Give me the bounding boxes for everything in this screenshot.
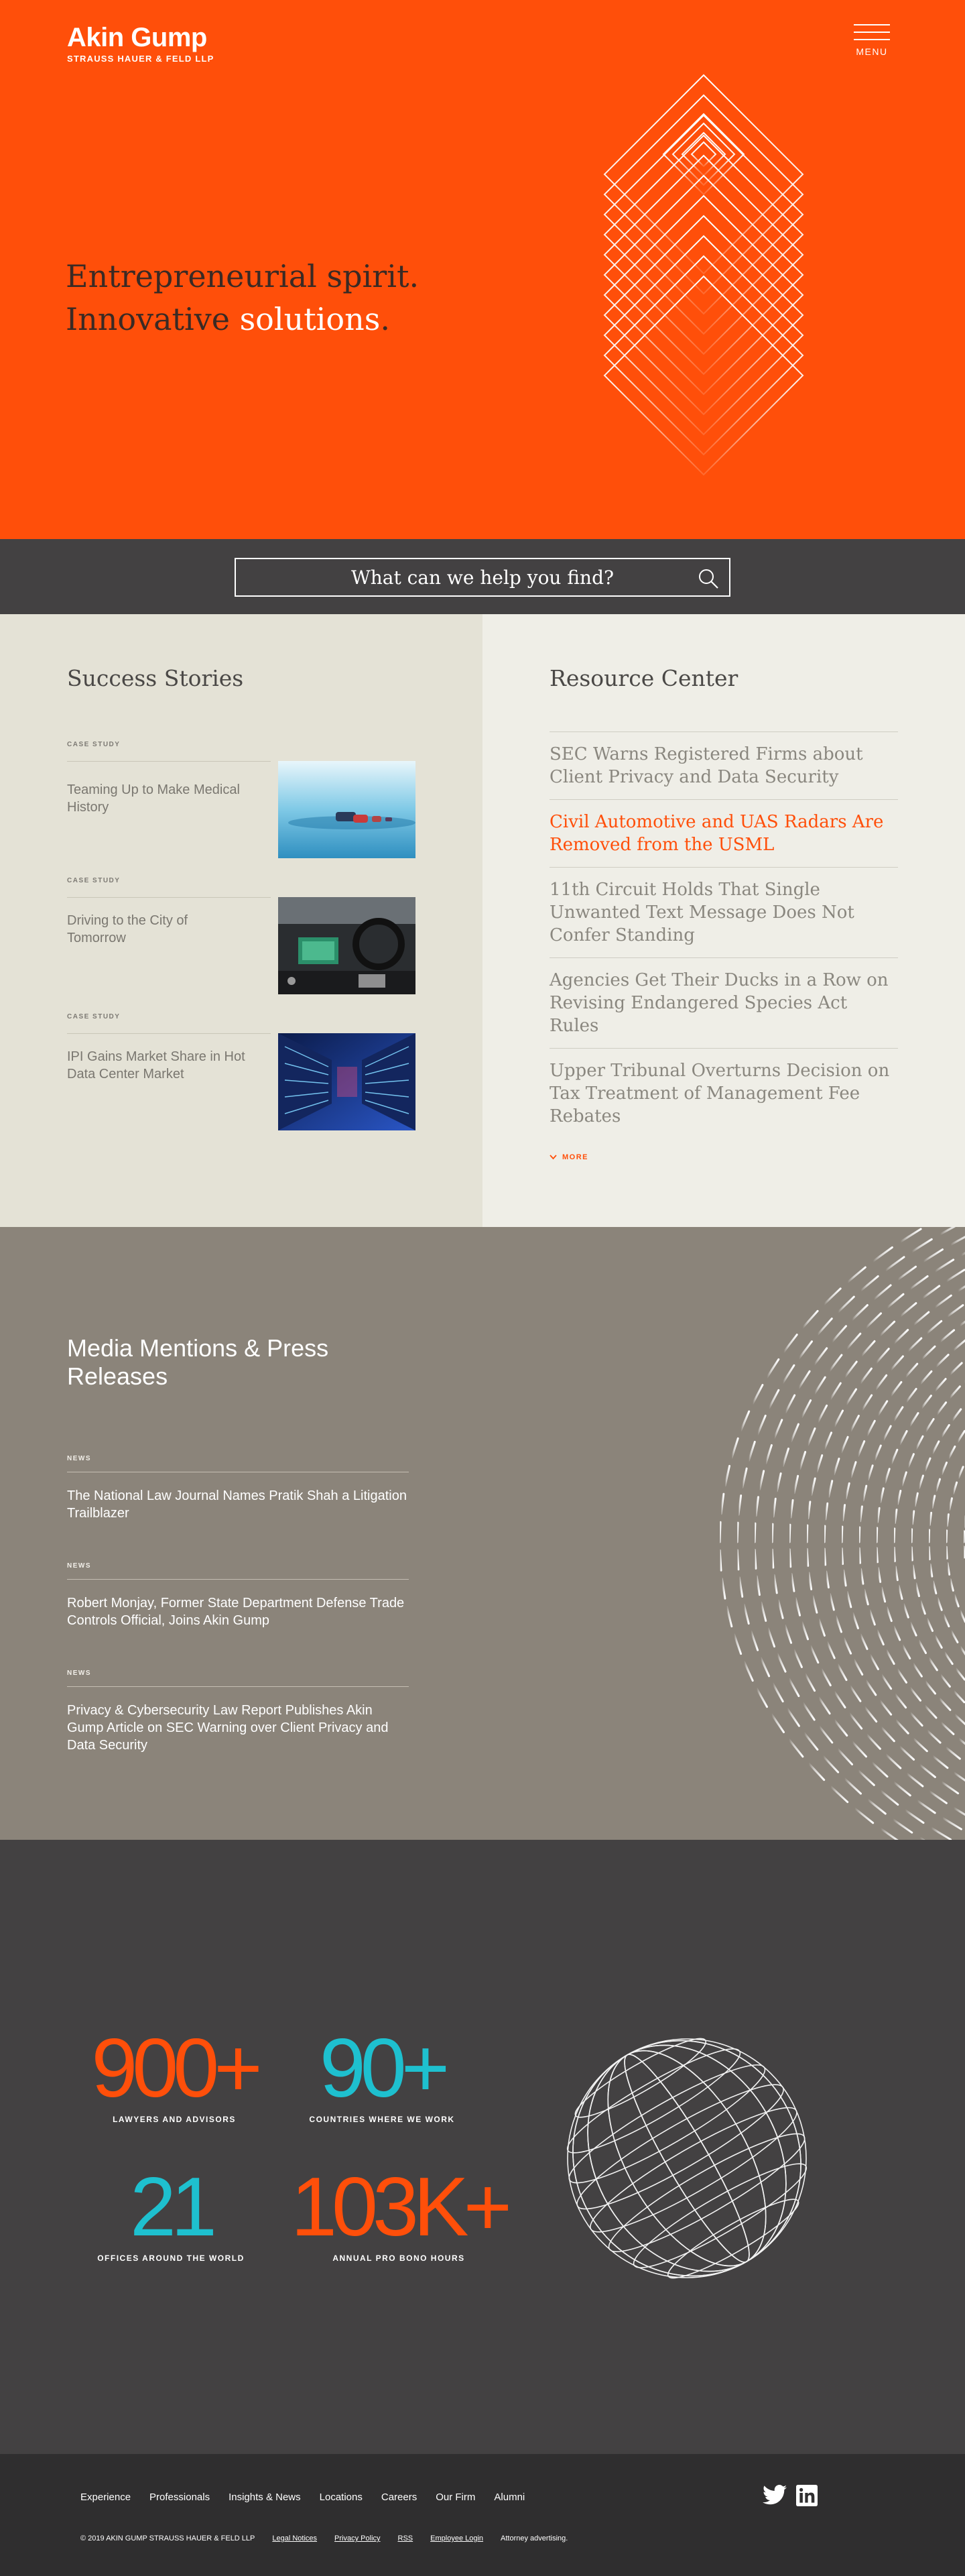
resource-center-title: Resource Center: [550, 665, 738, 691]
footer-link-experience[interactable]: Experience: [80, 2492, 131, 2503]
footer-link-insights[interactable]: Insights & News: [229, 2492, 301, 2503]
rss-link[interactable]: RSS: [397, 2534, 413, 2542]
story-kicker: CASE STUDY: [67, 877, 121, 884]
story-card[interactable]: [67, 1013, 415, 1120]
story-image-medical[interactable]: [278, 761, 415, 858]
stat-countries: [305, 2022, 459, 2124]
menu-button[interactable]: [854, 24, 890, 57]
logo[interactable]: [67, 23, 214, 64]
stat-offices: [80, 2161, 261, 2263]
media-title: Media Mentions & Press Releases: [67, 1334, 329, 1390]
success-stories-title: Success Stories: [67, 665, 244, 691]
footer: [0, 2454, 965, 2576]
stats-section: [0, 1840, 965, 2454]
stat-lawyers: [74, 2022, 275, 2124]
story-card[interactable]: [67, 877, 415, 984]
stat-label: ANNUAL PRO BONO HOURS: [332, 2253, 465, 2263]
resource-item[interactable]: 11th Circuit Holds That Single Unwanted Text Message Does Not Confer Standing: [550, 867, 898, 957]
stat-value: 900+: [91, 2022, 257, 2115]
wave-lines-graphic: [482, 1227, 965, 1840]
social-links: [763, 2485, 818, 2510]
resource-item[interactable]: Upper Tribunal Overturns Decision on Tax Treatment of Management Fee Rebates: [550, 1048, 898, 1138]
tagline-line1: Entrepreneurial spirit.: [66, 258, 420, 294]
stat-value: 90+: [319, 2022, 445, 2115]
divider: [67, 761, 271, 762]
story-title[interactable]: Teaming Up to Make Medical History: [67, 782, 240, 815]
story-kicker: CASE STUDY: [67, 741, 121, 748]
attorney-advertising: Attorney advertising.: [501, 2534, 568, 2542]
globe-graphic: [563, 2034, 811, 2282]
footer-link-locations[interactable]: Locations: [319, 2492, 363, 2503]
stat-label: COUNTRIES WHERE WE WORK: [309, 2115, 455, 2124]
more-label: MORE: [562, 1153, 588, 1161]
divider: [67, 897, 271, 898]
footer-link-our-firm[interactable]: Our Firm: [436, 2492, 476, 2503]
stat-label: OFFICES AROUND THE WORLD: [97, 2253, 245, 2263]
search-icon[interactable]: [697, 567, 720, 590]
search-band: [0, 539, 965, 614]
stat-value: 21: [130, 2161, 212, 2253]
privacy-policy-link[interactable]: Privacy Policy: [334, 2534, 381, 2542]
media-mentions-section: [0, 1227, 965, 1840]
hero-section: [0, 0, 965, 539]
chevron-down-icon: [550, 1155, 557, 1160]
story-title[interactable]: IPI Gains Market Share in Hot Data Center Market: [67, 1049, 245, 1081]
twitter-icon[interactable]: [763, 2485, 787, 2510]
divider: [67, 1579, 409, 1580]
stat-label: LAWYERS AND ADVISORS: [113, 2115, 236, 2124]
tagline-post: .: [380, 301, 390, 337]
news-title[interactable]: Robert Monjay, Former State Department Defense Trade Controls Official, Joins Akin Gump: [67, 1596, 405, 1628]
hamburger-icon-bar: [854, 32, 890, 33]
story-card[interactable]: [67, 741, 415, 848]
linkedin-icon[interactable]: [796, 2485, 818, 2510]
resource-list: [550, 731, 898, 1161]
news-item[interactable]: [67, 1455, 409, 1522]
copyright: © 2019 AKIN GUMP STRAUSS HAUER & FELD LLP: [80, 2534, 255, 2542]
search-input[interactable]: [235, 558, 730, 597]
news-title[interactable]: The National Law Journal Names Pratik Shah a Litigation Trailblazer: [67, 1488, 407, 1521]
story-image-car-dashboard[interactable]: [278, 897, 415, 994]
employee-login-link[interactable]: Employee Login: [430, 2534, 484, 2542]
resource-item[interactable]: Civil Automotive and UAS Radars Are Removed from the USML: [550, 799, 898, 867]
footer-link-alumni[interactable]: Alumni: [494, 2492, 525, 2503]
logo-name: Akin Gump: [67, 23, 207, 52]
news-item[interactable]: [67, 1670, 409, 1754]
hamburger-icon: [854, 24, 890, 25]
hamburger-icon-bar: [854, 39, 890, 40]
tagline-pre: Innovative: [66, 301, 240, 337]
hero-tagline: [66, 255, 419, 341]
more-link[interactable]: [550, 1153, 898, 1161]
footer-legal: [80, 2534, 568, 2542]
footer-link-careers[interactable]: Careers: [381, 2492, 417, 2503]
footer-nav: [80, 2492, 525, 2503]
stat-value: 103K+: [290, 2161, 507, 2253]
diamond-pattern-graphic: [590, 74, 831, 516]
search-placeholder: What can we help you find?: [350, 566, 615, 589]
resource-center-section: [482, 614, 965, 1227]
story-kicker: CASE STUDY: [67, 1013, 121, 1020]
news-item[interactable]: [67, 1562, 409, 1629]
divider: [67, 1033, 271, 1034]
success-stories-section: [0, 614, 482, 1227]
legal-notices-link[interactable]: Legal Notices: [272, 2534, 318, 2542]
news-kicker: NEWS: [67, 1455, 91, 1462]
stat-pro-bono: [268, 2161, 529, 2263]
news-kicker: NEWS: [67, 1562, 91, 1570]
story-image-data-center[interactable]: [278, 1033, 415, 1130]
menu-label: MENU: [856, 46, 888, 57]
news-title[interactable]: Privacy & Cybersecurity Law Report Publishes Akin Gump Article on SEC Warning over Client Privacy and Data Security: [67, 1703, 389, 1753]
logo-subtitle: STRAUSS HAUER & FELD LLP: [67, 54, 214, 64]
resource-item[interactable]: Agencies Get Their Ducks in a Row on Revising Endangered Species Act Rules: [550, 957, 898, 1048]
tagline-line2: [66, 298, 419, 341]
divider: [67, 1686, 409, 1687]
resource-item[interactable]: SEC Warns Registered Firms about Client Privacy and Data Security: [550, 731, 898, 799]
tagline-highlight: solutions: [239, 301, 381, 337]
footer-link-professionals[interactable]: Professionals: [149, 2492, 210, 2503]
news-kicker: NEWS: [67, 1670, 91, 1677]
story-title[interactable]: Driving to the City of Tomorrow: [67, 913, 188, 945]
